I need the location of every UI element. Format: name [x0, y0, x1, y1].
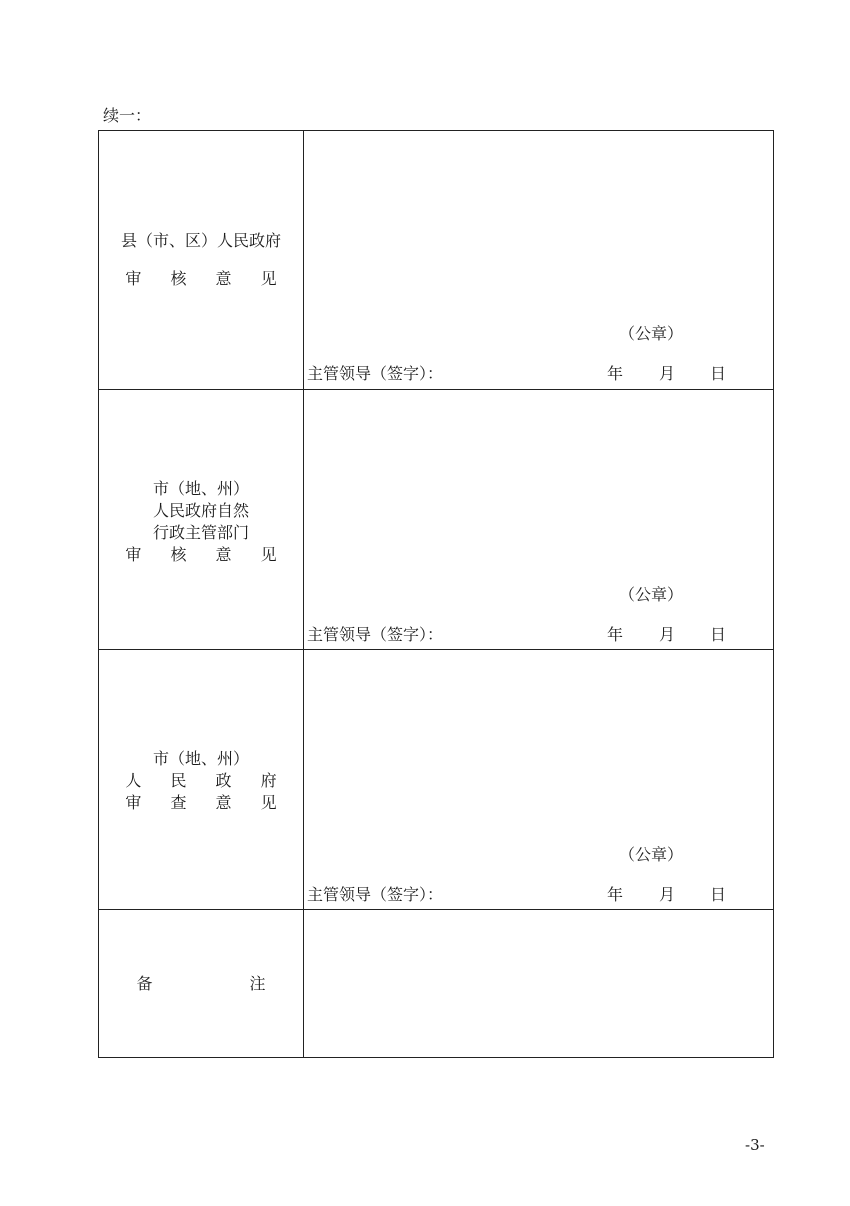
label-line: 人 民 政 府 [125, 771, 289, 790]
prefecture-government-review-content[interactable] [304, 650, 773, 909]
label-line: 行政主管部门 [152, 523, 249, 542]
leader-signature-label: 主管领导（签字）： [307, 885, 444, 904]
county-review-content[interactable] [304, 131, 773, 389]
leader-signature-label: 主管领导（签字）： [307, 364, 444, 383]
approval-form-table [98, 130, 774, 1058]
county-review-row [99, 131, 773, 389]
prefecture-authority-review-content[interactable] [304, 390, 773, 649]
date-day-label: 日 [710, 364, 727, 383]
date-year-label: 年 [607, 885, 624, 904]
date-day-label: 日 [710, 885, 727, 904]
page-number: -3- [745, 1136, 765, 1154]
official-seal-label: （公章） [619, 845, 684, 864]
date-month-label: 月 [659, 625, 676, 644]
date-year-label: 年 [607, 364, 624, 383]
label-line: 审 查 意 见 [125, 793, 289, 812]
official-seal-label: （公章） [619, 585, 684, 604]
remarks-content[interactable] [304, 910, 773, 1057]
label-line: 市（地、州） [152, 479, 249, 498]
label-line: 人民政府自然 [152, 501, 249, 520]
continued-label: 续一： [103, 106, 152, 125]
label-line: 审 核 意 见 [125, 545, 289, 564]
date-year-label: 年 [607, 625, 624, 644]
prefecture-authority-review-row [99, 389, 773, 649]
remarks-label-cell [99, 910, 312, 1057]
label-line: 县（市、区）人民政府 [120, 231, 281, 250]
county-review-label [99, 131, 304, 389]
leader-signature-label: 主管领导（签字）： [307, 625, 444, 644]
remarks-label: 备 注 [136, 973, 312, 993]
date-month-label: 月 [659, 885, 676, 904]
date-month-label: 月 [659, 364, 676, 383]
prefecture-government-review-row [99, 649, 773, 909]
date-day-label: 日 [710, 625, 727, 644]
prefecture-government-review-label [99, 650, 304, 909]
official-seal-label: （公章） [619, 324, 684, 343]
label-line: 审 核 意 见 [125, 269, 289, 288]
prefecture-authority-review-label [99, 390, 304, 649]
label-line: 市（地、州） [152, 749, 249, 768]
remarks-row [99, 909, 773, 1057]
